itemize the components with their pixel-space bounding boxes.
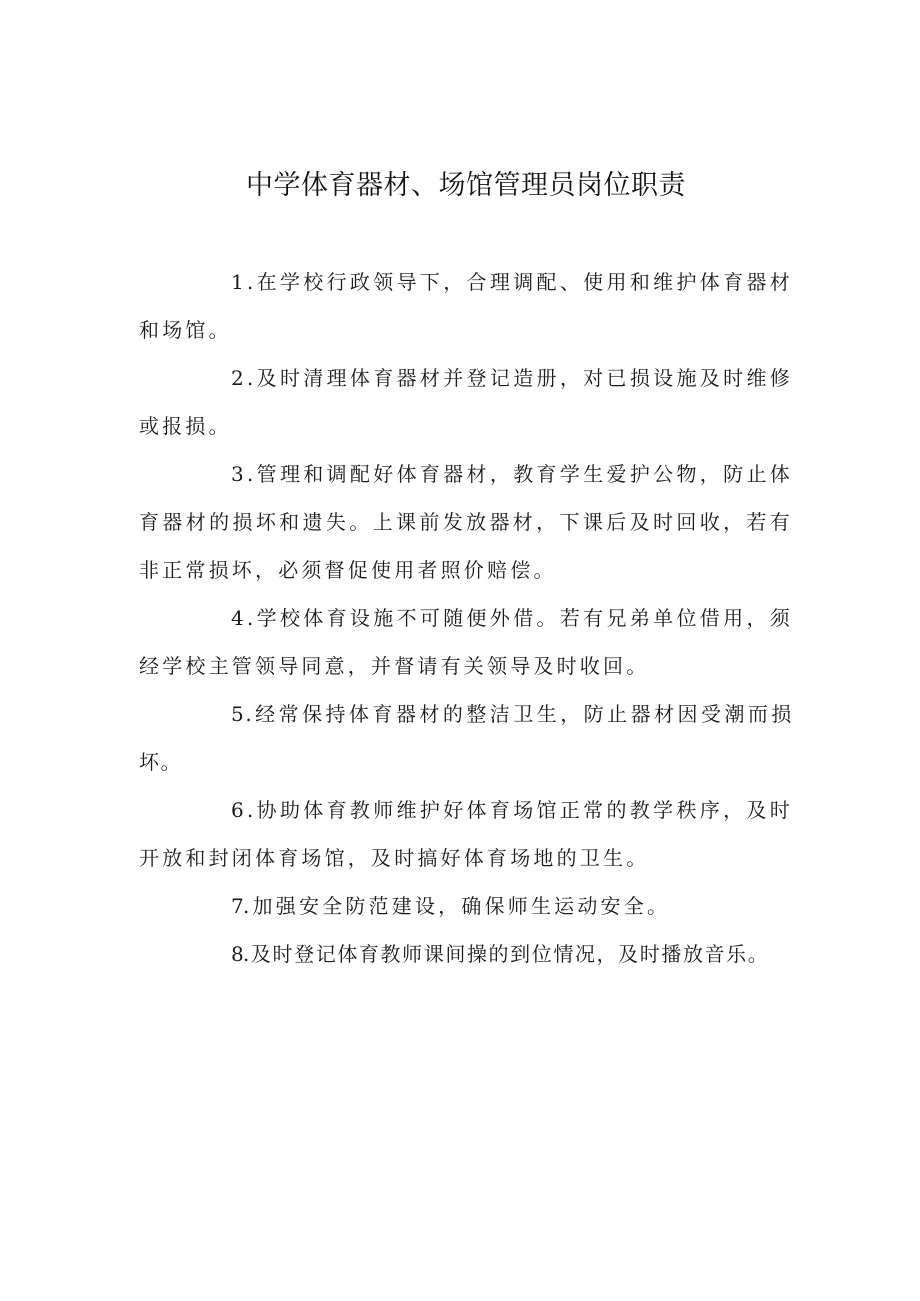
list-item-4 bbox=[139, 594, 793, 690]
item-number: 7 bbox=[231, 894, 247, 918]
item-text: .经常保持体育器材的整洁卫生，防止器材因受潮而损坏。 bbox=[139, 702, 793, 774]
list-item-6 bbox=[139, 786, 793, 882]
item-text: .及时登记体育教师课间操的到位情况，及时播放音乐。 bbox=[243, 942, 770, 966]
item-number: 1 bbox=[231, 270, 247, 294]
item-number: 8 bbox=[231, 942, 246, 966]
item-text: .在学校行政领导下，合理调配、使用和维护体育器材和场馆。 bbox=[139, 270, 793, 342]
list-item-7 bbox=[139, 882, 793, 930]
item-number: 6 bbox=[231, 798, 247, 822]
page-title: 中学体育器材、场馆管理员岗位职责 bbox=[246, 170, 686, 201]
list-item-5 bbox=[139, 690, 793, 786]
list-item-8 bbox=[139, 930, 793, 978]
item-text: .管理和调配好体育器材，教育学生爱护公物，防止体育器材的损坏和遗失。上课前发放器材，下课后及时回收，若有非正常损坏，必须督促使用者照价赔偿。 bbox=[139, 462, 793, 582]
item-text: .学校体育设施不可随便外借。若有兄弟单位借用，须经学校主管领导同意，并督请有关领导及时收回。 bbox=[139, 606, 793, 678]
item-number: 4 bbox=[231, 606, 247, 630]
document-body bbox=[139, 258, 793, 978]
item-text: .协助体育教师维护好体育场馆正常的教学秩序，及时开放和封闭体育场馆，及时搞好体育场地的卫生。 bbox=[139, 798, 793, 870]
item-text: .加强安全防范建设，确保师生运动安全。 bbox=[243, 894, 671, 918]
list-item-3 bbox=[139, 450, 793, 594]
list-item-1 bbox=[139, 258, 793, 354]
item-text: .及时清理体育器材并登记造册，对已损设施及时维修或报损。 bbox=[139, 366, 793, 438]
list-item-2 bbox=[139, 354, 793, 450]
item-number: 3 bbox=[231, 462, 247, 486]
item-number: 2 bbox=[231, 366, 247, 390]
item-number: 5 bbox=[231, 702, 246, 726]
